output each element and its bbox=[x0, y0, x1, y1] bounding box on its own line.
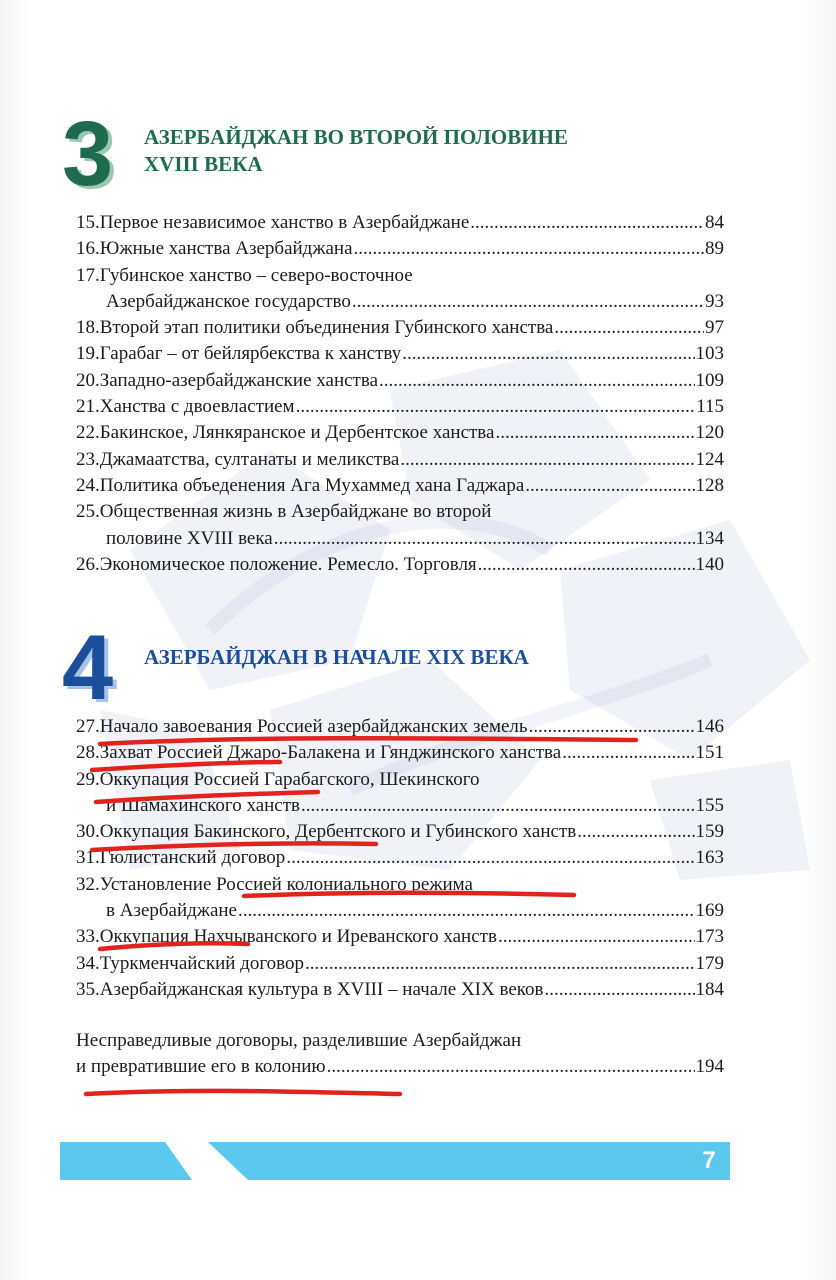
footer-band bbox=[60, 1142, 730, 1180]
entry-number: 23. bbox=[76, 448, 100, 470]
dot-leader bbox=[305, 951, 695, 977]
entry-title-continuation: и Шамахинского ханств bbox=[106, 794, 301, 816]
toc-entry[interactable] bbox=[76, 740, 724, 766]
dot-leader bbox=[379, 368, 694, 394]
page-number: 7 bbox=[702, 1147, 716, 1174]
entry-number: 33. bbox=[76, 926, 100, 948]
entry-title: Захват Россией Джаро-Балакена и Гянджинского ханства bbox=[99, 742, 562, 764]
dot-leader bbox=[352, 289, 704, 315]
chapter-title-line: АЗЕРБАЙДЖАН В НАЧАЛЕ XIX ВЕКА bbox=[144, 645, 529, 669]
entry-page: 151 bbox=[695, 742, 724, 764]
toc-entry[interactable] bbox=[76, 845, 724, 871]
toc-entry[interactable] bbox=[76, 368, 724, 394]
toc-entry[interactable] bbox=[76, 341, 724, 367]
entry-number: 27. bbox=[76, 716, 100, 737]
entry-page: 120 bbox=[695, 422, 724, 444]
toc-entry[interactable] bbox=[76, 236, 724, 262]
dot-leader bbox=[529, 714, 695, 740]
toc-entry-continuation[interactable] bbox=[76, 793, 724, 819]
entry-title: Ханства с двоевластием bbox=[99, 396, 295, 418]
entry-title: Джамаатства, султанаты и меликства bbox=[99, 448, 400, 470]
entry-title: Оккупация Нахчыванского и Иреванского ханств bbox=[99, 926, 497, 948]
entry-page: 97 bbox=[705, 317, 724, 339]
toc-entry[interactable] bbox=[76, 552, 724, 578]
entry-page: 93 bbox=[705, 290, 724, 312]
entry-number: 35. bbox=[76, 978, 100, 1000]
toc-entry[interactable] bbox=[76, 499, 724, 525]
entry-page: 179 bbox=[695, 952, 724, 974]
entry-number: 15. bbox=[76, 212, 100, 233]
dot-leader bbox=[327, 1054, 695, 1080]
dot-leader bbox=[286, 845, 694, 871]
entry-page: 169 bbox=[695, 900, 724, 922]
toc-entry[interactable] bbox=[76, 714, 724, 740]
toc-entry[interactable] bbox=[76, 872, 724, 898]
entry-title: Южные ханства Азербайджана bbox=[99, 238, 353, 260]
entry-title: Установление Россией колониального режима bbox=[99, 873, 473, 895]
entry-title: Туркменчайский договор bbox=[99, 952, 304, 974]
entry-title-continuation: половине XVIII века bbox=[106, 527, 273, 549]
toc-entry[interactable] bbox=[76, 819, 724, 845]
entry-title: Западно-азербайджанские ханства bbox=[99, 369, 379, 391]
chapter-title-line: XVIII ВЕКА bbox=[144, 152, 263, 176]
entry-title: Первое независимое ханство в Азербайджане bbox=[99, 212, 470, 233]
entry-number: 24. bbox=[76, 474, 100, 496]
entry-number: 30. bbox=[76, 821, 100, 843]
entry-title-continuation: Азербайджанское государство bbox=[106, 290, 351, 312]
entry-page: 134 bbox=[695, 527, 724, 549]
toc-entry-continuation[interactable] bbox=[76, 289, 724, 315]
toc-entry[interactable] bbox=[76, 263, 724, 289]
dot-leader bbox=[562, 740, 694, 766]
dot-leader bbox=[498, 924, 695, 950]
toc-entry[interactable] bbox=[76, 767, 724, 793]
entry-title: Бакинское, Лянкяранское и Дербентское ханства bbox=[99, 422, 495, 444]
entry-title: Азербайджанская культура в XVIII – начале XIX веков bbox=[99, 978, 544, 1000]
entry-title: Оккупация Бакинского, Дербентского и Губинского ханств bbox=[99, 821, 577, 843]
entry-title: Несправедливые договоры, разделившие Азербайджан bbox=[76, 1030, 522, 1051]
entry-page: 184 bbox=[695, 978, 724, 1000]
chapter-number: 3 bbox=[62, 103, 112, 205]
entry-title: Экономическое положение. Ремесло. Торговля bbox=[99, 553, 477, 575]
chapter-3-header bbox=[62, 103, 568, 205]
entry-number: 19. bbox=[76, 343, 100, 365]
toc-chapter-3 bbox=[76, 210, 724, 578]
dot-leader bbox=[296, 394, 696, 420]
entry-page: 109 bbox=[695, 369, 724, 391]
entry-number: 25. bbox=[76, 501, 100, 523]
entry-page: 173 bbox=[695, 926, 724, 948]
toc-entry[interactable] bbox=[76, 210, 724, 236]
dot-leader bbox=[470, 210, 704, 236]
entry-number: 32. bbox=[76, 873, 100, 895]
chapter-title bbox=[144, 124, 568, 178]
entry-page: 163 bbox=[695, 847, 724, 869]
entry-title: Оккупация Россией Гарабагского, Шекинского bbox=[99, 768, 480, 790]
entry-page: 140 bbox=[695, 553, 724, 575]
toc-entry[interactable] bbox=[76, 977, 724, 1003]
entry-title-continuation: и превратившие его в колонию bbox=[76, 1056, 326, 1077]
entry-number: 21. bbox=[76, 396, 100, 418]
entry-number: 22. bbox=[76, 422, 100, 444]
entry-page: 159 bbox=[695, 821, 724, 843]
dot-leader bbox=[301, 793, 694, 819]
entry-number: 16. bbox=[76, 238, 100, 260]
entry-number: 34. bbox=[76, 952, 100, 974]
chapter-4-header bbox=[62, 617, 529, 719]
entry-page: 103 bbox=[695, 343, 724, 365]
entry-number: 31. bbox=[76, 847, 100, 869]
dot-leader bbox=[545, 977, 695, 1003]
entry-page: 194 bbox=[695, 1056, 724, 1077]
dot-leader bbox=[525, 473, 694, 499]
dot-leader bbox=[478, 552, 695, 578]
dot-leader bbox=[554, 315, 704, 341]
entry-page: 155 bbox=[695, 794, 724, 816]
toc-chapter-4 bbox=[76, 714, 724, 1003]
entry-title: Губинское ханство – северо-восточное bbox=[99, 264, 413, 286]
toc-entry[interactable] bbox=[76, 924, 724, 950]
entry-page: 146 bbox=[695, 716, 724, 737]
entry-number: 28. bbox=[76, 742, 100, 764]
dot-leader bbox=[238, 898, 695, 924]
toc-entry-continuation[interactable] bbox=[76, 898, 724, 924]
entry-page: 84 bbox=[705, 212, 724, 233]
dot-leader bbox=[354, 236, 704, 262]
entry-number: 17. bbox=[76, 264, 100, 286]
entry-title: Политика объеденения Ага Мухаммед хана Гаджара bbox=[99, 474, 525, 496]
entry-title: Гюлистанский договор bbox=[99, 847, 286, 869]
toc-entry-continuation[interactable] bbox=[76, 526, 724, 552]
dot-leader bbox=[495, 420, 694, 446]
entry-title: Второй этап политики объединения Губинского ханства bbox=[99, 317, 554, 339]
dot-leader bbox=[402, 341, 694, 367]
entry-title-continuation: в Азербайджане bbox=[106, 900, 237, 922]
entry-number: 26. bbox=[76, 553, 100, 575]
entry-page: 128 bbox=[695, 474, 724, 496]
dot-leader bbox=[577, 819, 694, 845]
chapter-title bbox=[144, 644, 529, 671]
toc-entry[interactable] bbox=[76, 420, 724, 446]
entry-page: 89 bbox=[705, 238, 724, 260]
entry-title: Начало завоевания Россией азербайджанских земель bbox=[99, 716, 528, 737]
toc-entry[interactable] bbox=[76, 473, 724, 499]
entry-number: 18. bbox=[76, 317, 100, 339]
entry-number: 29. bbox=[76, 768, 100, 790]
toc-entry[interactable] bbox=[76, 394, 724, 420]
toc-entry[interactable] bbox=[76, 447, 724, 473]
toc-closing-entry[interactable] bbox=[76, 1028, 724, 1080]
chapter-number: 4 bbox=[62, 617, 112, 719]
chapter-title-line: АЗЕРБАЙДЖАН ВО ВТОРОЙ ПОЛОВИНЕ bbox=[144, 125, 568, 149]
entry-title: Общественная жизнь в Азербайджане во второй bbox=[99, 501, 492, 523]
entry-page: 124 bbox=[695, 448, 724, 470]
entry-number: 20. bbox=[76, 369, 100, 391]
dot-leader bbox=[274, 526, 695, 552]
toc-entry[interactable] bbox=[76, 315, 724, 341]
entry-title: Гарабаг – от бейлярбекства к ханству bbox=[99, 343, 402, 365]
entry-page: 115 bbox=[696, 396, 724, 418]
dot-leader bbox=[400, 447, 694, 473]
toc-entry[interactable] bbox=[76, 951, 724, 977]
